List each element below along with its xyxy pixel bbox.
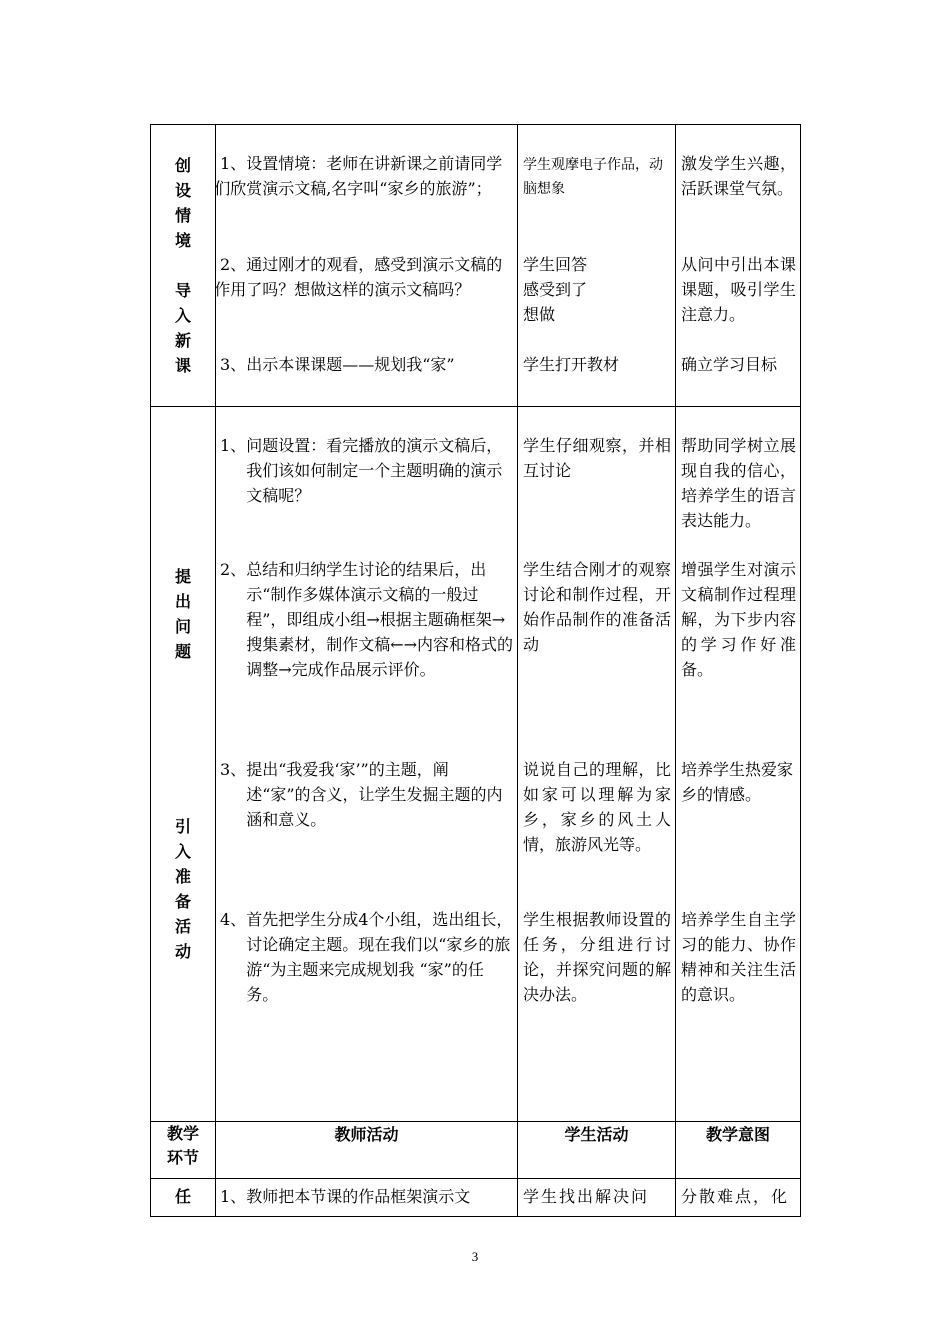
stage-char: 动 bbox=[174, 942, 191, 961]
stage-char: 课 bbox=[174, 356, 191, 375]
header-stage: 教学 环节 bbox=[151, 1122, 216, 1179]
header-intent: 教学意图 bbox=[676, 1122, 801, 1179]
lesson-plan-table bbox=[150, 124, 801, 1217]
stage-char: 境 bbox=[174, 231, 191, 250]
intent-cell-task: 分散难点，化 bbox=[676, 1179, 801, 1217]
stage-char: 新 bbox=[174, 331, 191, 350]
stage-char: 备 bbox=[174, 892, 191, 911]
intent-text: 增强学生对演示文稿制作过程理解，为下步内容的学习作好准备。 bbox=[681, 560, 796, 679]
stage-char: 提 bbox=[174, 567, 191, 586]
stage-char: 出 bbox=[174, 592, 191, 611]
teacher-item: 4、 首先把学生分成4个小组，选出组长，讨论确定主题。现在我们以“家乡的旅游“为主题来完成规划我 “家”的任务。 bbox=[220, 910, 513, 1004]
stage-char: 问 bbox=[174, 617, 191, 636]
teacher-cell-task: 1、教师把本节课的作品框架演示文 bbox=[216, 1179, 518, 1217]
page-number: 3 bbox=[471, 1249, 479, 1264]
student-cell-task: 学生找出解决问 bbox=[518, 1179, 676, 1217]
stage-char: 引 bbox=[174, 817, 191, 836]
intent-text: 培养学生热爱家乡的情感。 bbox=[681, 760, 794, 804]
stage-char: 题 bbox=[174, 642, 191, 661]
stage-char bbox=[151, 253, 215, 278]
teacher-cell-intro bbox=[216, 125, 518, 407]
teacher-item: 2、 总结和归纳学生讨论的结果后，出示“制作多媒体演示文稿的一般过程”，即组成小组→根据主题确框架→搜集素材，制作文稿←→内容和格式的调整→完成作品展示评价。 bbox=[220, 560, 514, 679]
stage-cell-problem bbox=[151, 407, 216, 1122]
intent-text: 确立学习目标 bbox=[681, 355, 778, 374]
student-text: 学生结合刚才的观察讨论和制作过程，开始作品制作的准备活动 bbox=[523, 560, 671, 654]
stage-char: 创 bbox=[174, 156, 191, 175]
header-student: 学生活动 bbox=[518, 1122, 676, 1179]
row-intro bbox=[151, 125, 801, 407]
header-row bbox=[151, 1122, 801, 1179]
student-text: 说说自己的理解，比如家可以理解为家乡，家乡的风土人情，旅游风光等。 bbox=[523, 760, 671, 854]
stage-cell-intro bbox=[151, 125, 216, 407]
teacher-item: 1、 问题设置：看完播放的演示文稿后，我们该如何制定一个主题明确的演示文稿呢？ bbox=[220, 436, 503, 505]
row-problem bbox=[151, 407, 801, 1122]
stage-char: 入 bbox=[174, 306, 191, 325]
student-cell-intro bbox=[518, 125, 676, 407]
row-task bbox=[151, 1179, 801, 1217]
stage-cell-task: 任 bbox=[151, 1179, 216, 1217]
teacher-item: 2、 通过刚才的观看，感受到演示文稿的作用了吗？想做这样的演示文稿吗？ bbox=[214, 255, 503, 299]
student-text: 学生仔细观察，并相互讨论 bbox=[523, 436, 671, 480]
intent-text: 帮助同学树立展现自我的信心，培养学生的语言表达能力。 bbox=[681, 436, 796, 530]
student-text: 学生观摩电子作品，动脑想象 bbox=[523, 157, 663, 197]
student-text: 学生根据教师设置的任务，分组进行讨论，并探究问题的解决办法。 bbox=[523, 910, 671, 1004]
intent-cell-intro bbox=[676, 125, 801, 407]
student-cell-problem bbox=[518, 407, 676, 1122]
student-text: 学生回答 感受到了 想做 bbox=[523, 255, 588, 324]
stage-char: 导 bbox=[174, 281, 191, 300]
stage-char: 设 bbox=[174, 181, 191, 200]
stage-char: 情 bbox=[174, 206, 191, 225]
stage-char: 准 bbox=[174, 867, 191, 886]
intent-text: 培养学生自主学习的能力、协作精神和关注生活的意识。 bbox=[681, 910, 796, 1004]
header-teacher: 教师活动 bbox=[216, 1122, 518, 1179]
intent-cell-problem bbox=[676, 407, 801, 1122]
student-text: 学生打开教材 bbox=[523, 355, 620, 374]
teacher-item: 1、 设置情境：老师在讲新课之前请同学们欣赏演示文稿,名字叫“家乡的旅游”； bbox=[214, 154, 503, 198]
stage-char: 入 bbox=[174, 842, 191, 861]
stage-char: 活 bbox=[174, 917, 191, 936]
teacher-item: 3、 提出“我爱我‘家’”的主题，阐述“家”的含义，让学生发掘主题的内涵和意义。 bbox=[220, 760, 503, 829]
intent-text: 激发学生兴趣，活跃课堂气氛。 bbox=[681, 154, 796, 198]
teacher-item: 3、 出示本课课题——规划我“家” bbox=[220, 355, 455, 374]
teacher-cell-problem bbox=[216, 407, 518, 1122]
intent-text: 从问中引出本课课题，吸引学生注意力。 bbox=[681, 255, 796, 324]
